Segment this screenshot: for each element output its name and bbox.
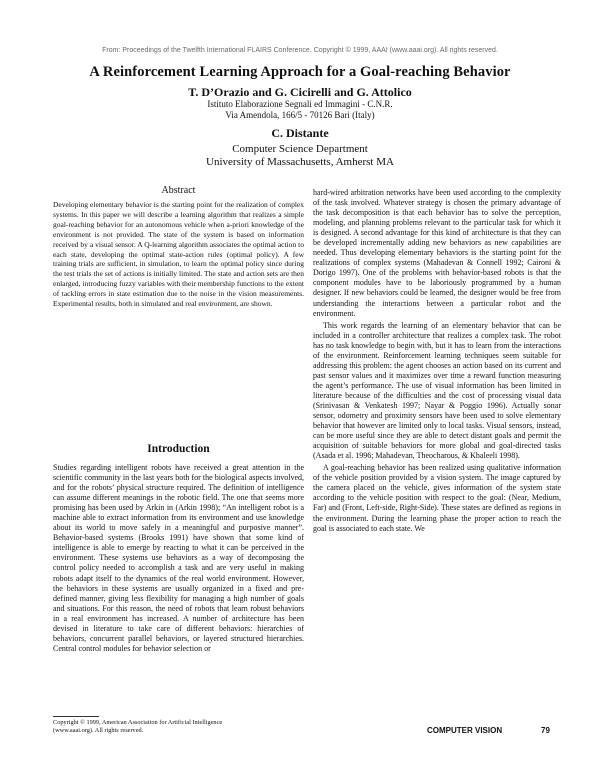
affiliation-1-line-1: Istituto Elaborazione Segnali ed Immagini - C.N.R. <box>207 99 393 109</box>
affiliation-1-line-2: Via Amendola, 166/5 - 70126 Bari (Italy) <box>225 110 375 120</box>
introduction-body <box>53 463 304 654</box>
affiliation-2-line-2: University of Massachusetts, Amherst MA <box>206 156 394 168</box>
paper-title: A Reinforcement Learning Approach for a Goal-reaching Behavior <box>89 64 511 80</box>
introduction-heading: Introduction <box>147 443 210 455</box>
copyright-line-2: (www.aaai.org). All rights reserved. <box>53 727 144 735</box>
copyright-notice <box>53 719 313 735</box>
abstract-text: Developing elementary behavior is the starting point for the realization of complex systems. In this paper we will describe a learning algorithm that realizes a simple goal-reaching behavior for an autonomous vehicle when a-priori knowledge of the environment is not provided. The state of the system is based on information received by a visual sensor. A Q-learning algorithm associates the optimal action to each state, developing the optimal state-action rules (optimal policy). A few training trials are sufficient, in simulation, to learn the optimal policy since during the test trials the set of actions is initially limited. The state and action sets are then enlarged, introducing fuzzy variables with their membership functions to the extent of tackling errors in state estimation due to the noise in the vision measurements. Experimental results, both in simulated and real environment, are shown. <box>53 200 304 309</box>
author-2: C. Distante <box>271 126 329 140</box>
right-paragraph-1: hard-wired arbitration networks have been used according to the complexity of the task involved. Whatever strategy is chosen the primary advantage of the task decomposition is that each behavior has to solve the perception, modeling, and planning problems relevant to the particular task for which it is designed. A second advantage for this kind of architecture is that they can be developed incrementally adding new behaviors as new capabilities are needed. Thus developing elementary behaviors is the starting point for the realizations of complex systems (Mahadevan & Connell 1992; Caironi & Dorigo 1997). One of the problems with behavior-based robots is that the component modules have to be laboriously programmed by a human designer. If new behaviors could be learned, the designer would be free from understanding the interactions between a particular robot and the environment. <box>313 188 561 318</box>
authors-line: T. D’Orazio and G. Cicirelli and G. Attolico <box>188 85 412 99</box>
source-line: From: Proceedings of the Twelfth International FLAIRS Conference. Copyright © 1999, AAAI (www.aaai.org). All rights reserved. <box>102 47 498 54</box>
abstract-heading: Abstract <box>161 185 196 196</box>
right-paragraph-2: This work regards the learning of an elementary behavior that can be included in a controller architecture that realizes a complex task. The robot has no task knowledge to begin with, but it has to learn from the interactions of the environment. Reinforcement learning techniques seem suitable for addressing this problem: the agent chooses an action based on its current and past sensor values and it maximizes over time a reward function measuring the agent’s performance. The use of visual information has been limited in literature because of the difficulties and the cost of processing visual data (Srinivasan & Venkatesh 1997; Nayar & Poggio 1996). Actually sonar sensor, odometry and proximity sensors have been used to solve elementary behavior that however are limited only to local tasks. Visual sensors, instead, can be more useful since they are able to detect distant goals and permit the acquisition of suitable behaviors for more global and goal-directed tasks (Asada et al. 1996; Mahadevan, Theocharous, & Khaleeli 1998). <box>313 320 561 461</box>
copyright-rule <box>53 716 99 717</box>
right-column <box>313 188 561 534</box>
affiliation-2-line-1: Computer Science Department <box>232 143 368 155</box>
footer-section-name: COMPUTER VISION <box>427 726 503 735</box>
right-paragraph-3: A goal-reaching behavior has been realized using qualitative information of the vehicle position provided by a vision system. The image captured by the camera placed on the vehicle, gives information of the system state according to the vehicle position with respect to the goal: (Near, Medium, Far) and (Front, Left-side, Right-Side). These states are defined as regions in the environment. During the learning phase the proper action to reach the goal is associated to each state. We <box>313 463 561 533</box>
abstract-body <box>53 200 304 309</box>
page-number: 79 <box>541 726 550 735</box>
intro-paragraph-1: Studies regarding intelligent robots have received a great attention in the scientific community in the last years both for the biological aspects involved, and for the robots’ physical structure required. The definition of intelligence can assume different meanings in the robotic field. The one that seems more promising has been used by Arkin in (Arkin 1998); “An intelligent robot is a machine able to extract information from its environment and use knowledge about its world to move safely in a meaningful and purposive manner”. Behavior-based systems (Brooks 1991) have shown that some kind of intelligence is able to emerge by reacting to what it can be perceived in the environment. These systems use behaviors as a way of decomposing the control policy needed to accomplish a task and are very useful in making robots adapt itself to the dynamics of the real world environment. However, the behaviors in these systems are usually organized in a fixed and pre-defined manner, giving less flexibility for managing a high number of goals and situations. For this reason, the need of robots that learn robust behaviors in a real environment has increased. A number of architecture has been devised in literature to take care of different behaviors: hierarchies of behaviors, concurrent parallel behaviors, or layered structured hierarchies. Central control modules for behavior selection or <box>53 463 304 653</box>
copyright-line-1: Copyright © 1999, American Association for Artificial Intelligence <box>53 719 223 726</box>
